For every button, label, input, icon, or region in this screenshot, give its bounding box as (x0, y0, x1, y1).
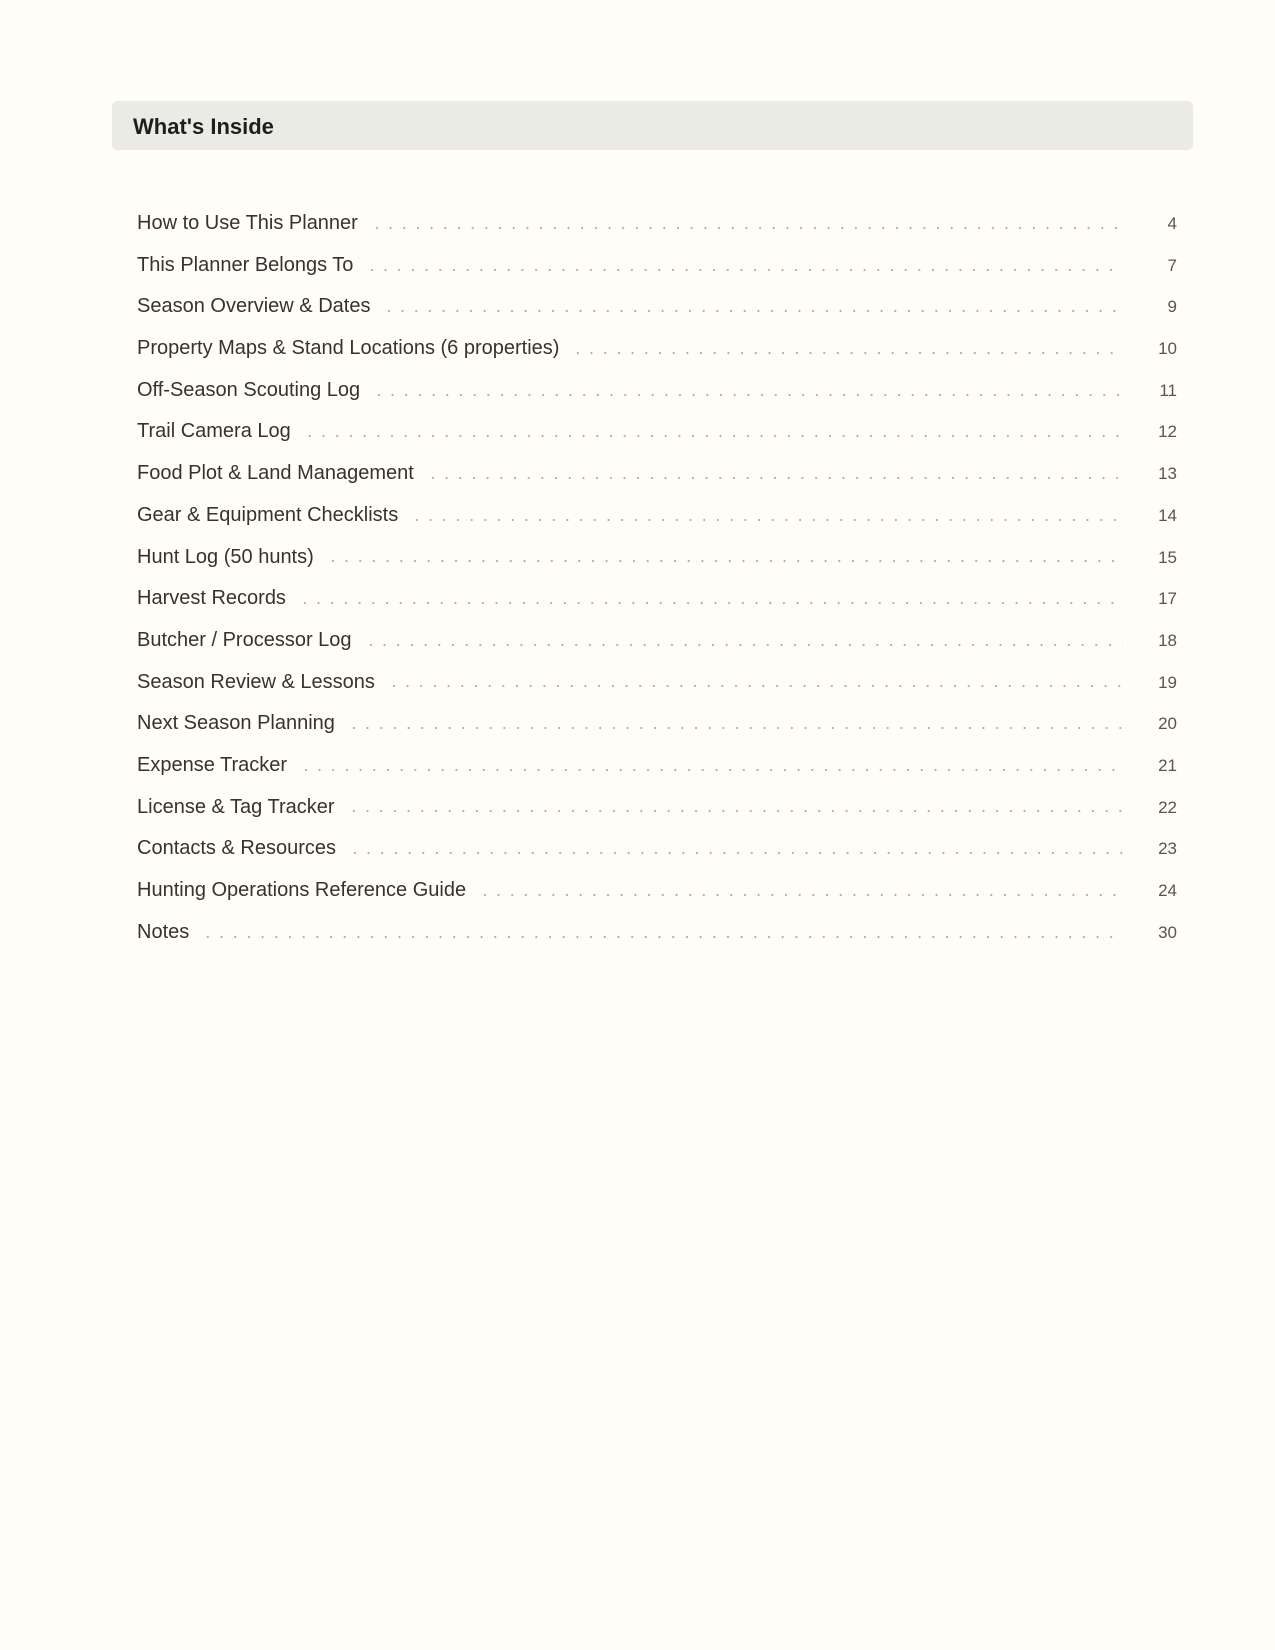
toc-entry-title: Season Review & Lessons (137, 670, 375, 693)
dot-leader (364, 644, 1123, 646)
toc-entry[interactable] (137, 203, 1177, 245)
toc-entry-title: Gear & Equipment Checklists (137, 503, 399, 526)
table-of-contents (137, 203, 1177, 953)
toc-entry-title: Harvest Records (137, 587, 286, 610)
toc-entry[interactable] (137, 745, 1177, 787)
toc-entry[interactable] (137, 870, 1177, 912)
toc-entry[interactable] (137, 912, 1177, 954)
toc-entry[interactable] (137, 328, 1177, 370)
dot-leader (365, 269, 1123, 271)
dot-leader (571, 352, 1123, 354)
toc-entry[interactable] (137, 245, 1177, 287)
toc-entry-page: 7 (1167, 255, 1177, 275)
toc-entry-page: 15 (1158, 547, 1177, 567)
toc-entry-page: 13 (1158, 464, 1177, 484)
dot-leader (303, 435, 1123, 437)
toc-entry-page: 18 (1158, 630, 1177, 650)
toc-entry-title: Trail Camera Log (137, 420, 291, 443)
toc-entry-page: 22 (1158, 797, 1177, 817)
dot-leader (298, 602, 1123, 604)
dot-leader (370, 227, 1123, 229)
toc-entry-page: 4 (1167, 214, 1177, 233)
toc-entry[interactable] (137, 453, 1177, 495)
toc-entry-title: License & Tag Tracker (137, 795, 335, 818)
toc-entry-title: This Planner Belongs To (137, 253, 354, 276)
toc-entry-title: Expense Tracker (137, 753, 288, 776)
toc-entry[interactable] (137, 537, 1177, 579)
section-header (112, 101, 1193, 150)
toc-entry-page: 20 (1158, 714, 1177, 734)
dot-leader (326, 560, 1123, 562)
page-title: What's Inside (133, 114, 274, 139)
toc-entry-title: Season Overview & Dates (137, 295, 371, 318)
toc-entry-title: Hunting Operations Reference Guide (137, 879, 467, 901)
toc-entry-title: Butcher / Processor Log (137, 628, 352, 651)
dot-leader (299, 769, 1123, 771)
toc-entry[interactable] (137, 370, 1177, 412)
dot-leader (347, 727, 1123, 729)
toc-entry[interactable] (137, 703, 1177, 745)
toc-entry-page: 10 (1158, 339, 1177, 359)
toc-entry-page: 19 (1158, 672, 1177, 692)
toc-entry-title: Property Maps & Stand Locations (6 properties) (137, 337, 560, 360)
toc-entry[interactable] (137, 787, 1177, 829)
toc-entry-page: 30 (1158, 922, 1177, 942)
dot-leader (410, 519, 1123, 521)
dot-leader (426, 477, 1123, 479)
toc-entry[interactable] (137, 828, 1177, 870)
toc-entry-page: 24 (1158, 881, 1177, 900)
toc-entry[interactable] (137, 495, 1177, 537)
toc-entry-page: 11 (1159, 380, 1177, 400)
toc-entry-title: Hunt Log (50 hunts) (137, 545, 314, 568)
toc-entry[interactable] (137, 662, 1177, 704)
dot-leader (347, 810, 1123, 812)
toc-entry-page: 21 (1158, 755, 1177, 775)
toc-entry-title: Notes (137, 920, 190, 943)
toc-entry-title: Food Plot & Land Management (137, 462, 414, 485)
toc-entry-title: How to Use This Planner (137, 212, 358, 234)
toc-entry-title: Contacts & Resources (137, 837, 336, 860)
toc-entry[interactable] (137, 578, 1177, 620)
toc-entry-page: 9 (1167, 297, 1177, 317)
dot-leader (348, 852, 1123, 854)
dot-leader (201, 936, 1123, 938)
toc-entry-page: 23 (1158, 839, 1177, 859)
toc-entry-page: 14 (1158, 505, 1177, 525)
toc-entry-page: 12 (1158, 422, 1177, 442)
dot-leader (372, 394, 1123, 396)
toc-entry-page: 17 (1158, 589, 1177, 609)
toc-entry-title: Off-Season Scouting Log (137, 378, 361, 401)
toc-entry-title: Next Season Planning (137, 712, 335, 735)
toc-entry[interactable] (137, 411, 1177, 453)
dot-leader (478, 894, 1123, 896)
toc-entry[interactable] (137, 620, 1177, 662)
dot-leader (382, 310, 1123, 312)
dot-leader (387, 685, 1123, 687)
toc-entry[interactable] (137, 286, 1177, 328)
